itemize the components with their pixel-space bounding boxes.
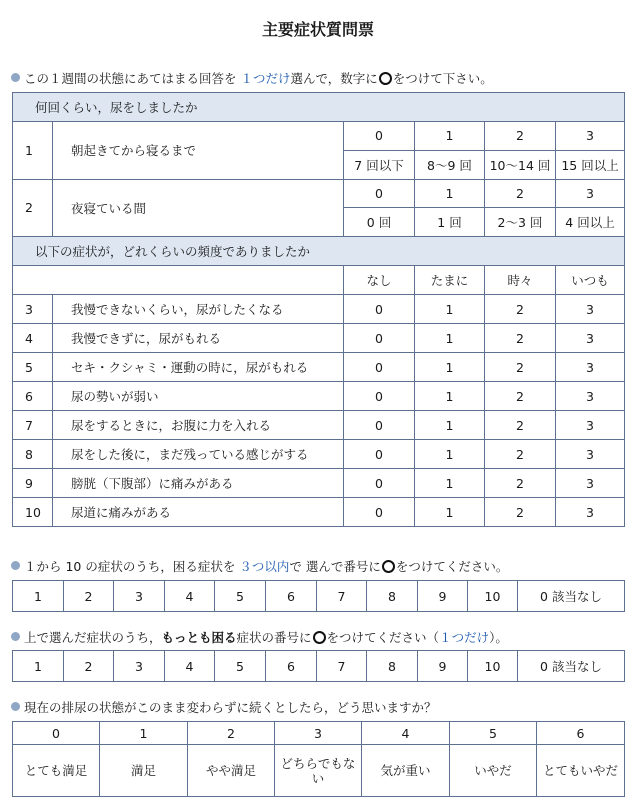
score-cell[interactable]: 0 [344, 382, 415, 411]
option-label: 2〜3 回 [485, 208, 556, 237]
feeling-score[interactable]: 0 [13, 722, 100, 745]
score-cell[interactable]: 0 [344, 440, 415, 469]
score-cell[interactable]: 0 [344, 469, 415, 498]
question-text: 我慢できないくらい，尿がしたくなる [53, 295, 344, 324]
score-cell[interactable]: 2 [485, 324, 556, 353]
score-cell[interactable]: 3 [556, 469, 625, 498]
feeling-label: どちらでもない [275, 745, 362, 797]
option-label: 0 回 [344, 208, 415, 237]
question-number: 10 [13, 498, 53, 527]
bullet-icon [11, 702, 20, 711]
symptom-table [12, 92, 625, 527]
feeling-label: とてもいやだ [537, 745, 625, 797]
score-cell[interactable]: 2 [485, 440, 556, 469]
question-number: 9 [13, 469, 53, 498]
score-cell[interactable]: 0 [344, 353, 415, 382]
page-title: 主要症状質問票 [261, 20, 374, 39]
question-text: セキ・クシャミ・運動の時に，尿がもれる [53, 353, 344, 382]
circle-mark-icon [382, 560, 395, 573]
score-cell[interactable]: 3 [556, 179, 625, 208]
question-number: 6 [13, 382, 53, 411]
bullet-icon [11, 561, 20, 570]
option-label: 1 回 [415, 208, 485, 237]
question-number: 8 [13, 440, 53, 469]
symptom-number-option[interactable]: 1 [13, 581, 64, 612]
score-cell[interactable]: 2 [485, 295, 556, 324]
question-text: 尿道に痛みがある [53, 498, 344, 527]
score-cell[interactable]: 2 [485, 122, 556, 151]
column-header: 時々 [485, 266, 556, 295]
symptom-number-option[interactable]: 2 [64, 581, 114, 612]
question-text: 我慢できずに，尿がもれる [53, 324, 344, 353]
feeling-scale [12, 721, 625, 797]
question-text: 尿をするときに，お腹に力を入れる [53, 411, 344, 440]
symptom-number-option[interactable]: 3 [114, 651, 165, 682]
symptom-number-option[interactable]: 6 [266, 581, 317, 612]
score-cell[interactable]: 1 [415, 440, 485, 469]
score-cell[interactable]: 1 [415, 411, 485, 440]
symptom-row [13, 411, 625, 440]
score-cell[interactable]: 1 [415, 122, 485, 151]
score-cell[interactable]: 3 [556, 498, 625, 527]
symptom-number-option[interactable]: 4 [165, 651, 215, 682]
question-text: 夜寝ている間 [53, 179, 344, 237]
score-cell[interactable]: 3 [556, 353, 625, 382]
intro-instruction: この１週間の状態にあてはまる回答を １つだけ選んで，数字に をつけて下さい。 [11, 69, 493, 87]
feeling-label: 満足 [100, 745, 188, 797]
score-cell[interactable]: 3 [556, 122, 625, 151]
symptom-number-option[interactable]: 4 [165, 581, 215, 612]
symptom-number-option[interactable]: 10 [468, 651, 518, 682]
section1-header: 何回くらい，尿をしましたか [13, 93, 625, 122]
symptom-number-option[interactable]: 10 [468, 581, 518, 612]
question-text: 朝起きてから寝るまで [53, 122, 344, 180]
circle-mark-icon [379, 72, 392, 85]
bullet-icon [11, 73, 20, 82]
symptom-row [13, 295, 625, 324]
section2-header: 以下の症状が，どれくらいの頻度でありましたか [13, 237, 625, 266]
question-text: 尿をした後に，まだ残っている感じがする [53, 440, 344, 469]
symptom-number-option[interactable]: 0 該当なし [518, 651, 625, 682]
score-cell[interactable]: 0 [344, 295, 415, 324]
symptom-number-option[interactable]: 7 [317, 651, 367, 682]
symptom-number-option[interactable]: 3 [114, 581, 165, 612]
column-header: いつも [556, 266, 625, 295]
feeling-instruction: 現在の排尿の状態がこのまま変わらずに続くとしたら，どう思いますか？ [11, 698, 437, 716]
score-cell[interactable]: 3 [556, 411, 625, 440]
feeling-score[interactable]: 1 [100, 722, 188, 745]
question-text: 膀胱（下腹部）に痛みがある [53, 469, 344, 498]
symptom-row [13, 498, 625, 527]
score-cell[interactable]: 0 [344, 498, 415, 527]
symptom-number-option[interactable]: 7 [317, 581, 367, 612]
symptom-row [13, 469, 625, 498]
score-cell[interactable]: 3 [556, 324, 625, 353]
symptom-row [13, 324, 625, 353]
score-cell[interactable]: 0 [344, 411, 415, 440]
feeling-label: とても満足 [13, 745, 100, 797]
option-label: 15 回以上 [556, 150, 625, 179]
score-cell[interactable]: 1 [415, 324, 485, 353]
symptom-row [13, 382, 625, 411]
feeling-label: いやだ [450, 745, 537, 797]
symptom-number-option[interactable]: 0 該当なし [518, 581, 625, 612]
feeling-score[interactable]: 2 [188, 722, 275, 745]
score-cell[interactable]: 3 [556, 382, 625, 411]
question-number: 3 [13, 295, 53, 324]
symptom-number-option[interactable]: 8 [367, 581, 418, 612]
score-cell[interactable]: 2 [485, 382, 556, 411]
symptom-row [13, 353, 625, 382]
score-cell[interactable]: 1 [415, 179, 485, 208]
column-header: なし [344, 266, 415, 295]
symptom-number-option[interactable]: 5 [215, 581, 266, 612]
feeling-label: やや満足 [188, 745, 275, 797]
score-cell[interactable]: 0 [344, 122, 415, 151]
score-cell[interactable]: 1 [415, 469, 485, 498]
most-troubling-picker [12, 650, 625, 682]
score-cell[interactable]: 0 [344, 324, 415, 353]
symptom-number-option[interactable]: 1 [13, 651, 64, 682]
question-number: 5 [13, 353, 53, 382]
symptom-number-option[interactable]: 2 [64, 651, 114, 682]
option-label: 8〜9 回 [415, 150, 485, 179]
score-cell[interactable]: 1 [415, 498, 485, 527]
feeling-score[interactable]: 4 [362, 722, 450, 745]
feeling-score[interactable]: 3 [275, 722, 362, 745]
column-header: たまに [415, 266, 485, 295]
score-cell[interactable]: 2 [485, 353, 556, 382]
symptom-number-option[interactable]: 5 [215, 651, 266, 682]
question-number: 2 [13, 179, 53, 237]
pick-troubling-instruction: １から 10 の症状のうち，困る症状を ３つ以内で 選んで番号に をつけてください。 [11, 557, 508, 575]
symptom-number-option[interactable]: 9 [418, 651, 468, 682]
score-cell[interactable]: 3 [556, 440, 625, 469]
feeling-score[interactable]: 5 [450, 722, 537, 745]
circle-mark-icon [313, 631, 326, 644]
score-cell[interactable]: 2 [485, 498, 556, 527]
question-text: 尿の勢いが弱い [53, 382, 344, 411]
score-cell[interactable]: 1 [415, 382, 485, 411]
symptom-number-option[interactable]: 8 [367, 651, 418, 682]
question-number: 7 [13, 411, 53, 440]
symptom-number-option[interactable]: 6 [266, 651, 317, 682]
feeling-score[interactable]: 6 [537, 722, 625, 745]
option-label: 7 回以下 [344, 150, 415, 179]
score-cell[interactable]: 2 [485, 411, 556, 440]
bullet-icon [11, 632, 20, 641]
score-cell[interactable]: 0 [344, 179, 415, 208]
troubling-symptoms-picker [12, 580, 625, 612]
question-number: 1 [13, 122, 53, 180]
score-cell[interactable]: 1 [415, 353, 485, 382]
feeling-label: 気が重い [362, 745, 450, 797]
option-label: 4 回以上 [556, 208, 625, 237]
symptom-number-option[interactable]: 9 [418, 581, 468, 612]
symptom-row [13, 440, 625, 469]
score-cell[interactable]: 1 [415, 295, 485, 324]
score-cell[interactable]: 3 [556, 295, 625, 324]
pick-most-instruction: 上で選んだ症状のうち，もっとも困る症状の番号に をつけてください（１つだけ）。 [11, 628, 508, 646]
score-cell[interactable]: 2 [485, 469, 556, 498]
question-number: 4 [13, 324, 53, 353]
option-label: 10〜14 回 [485, 150, 556, 179]
score-cell[interactable]: 2 [485, 179, 556, 208]
